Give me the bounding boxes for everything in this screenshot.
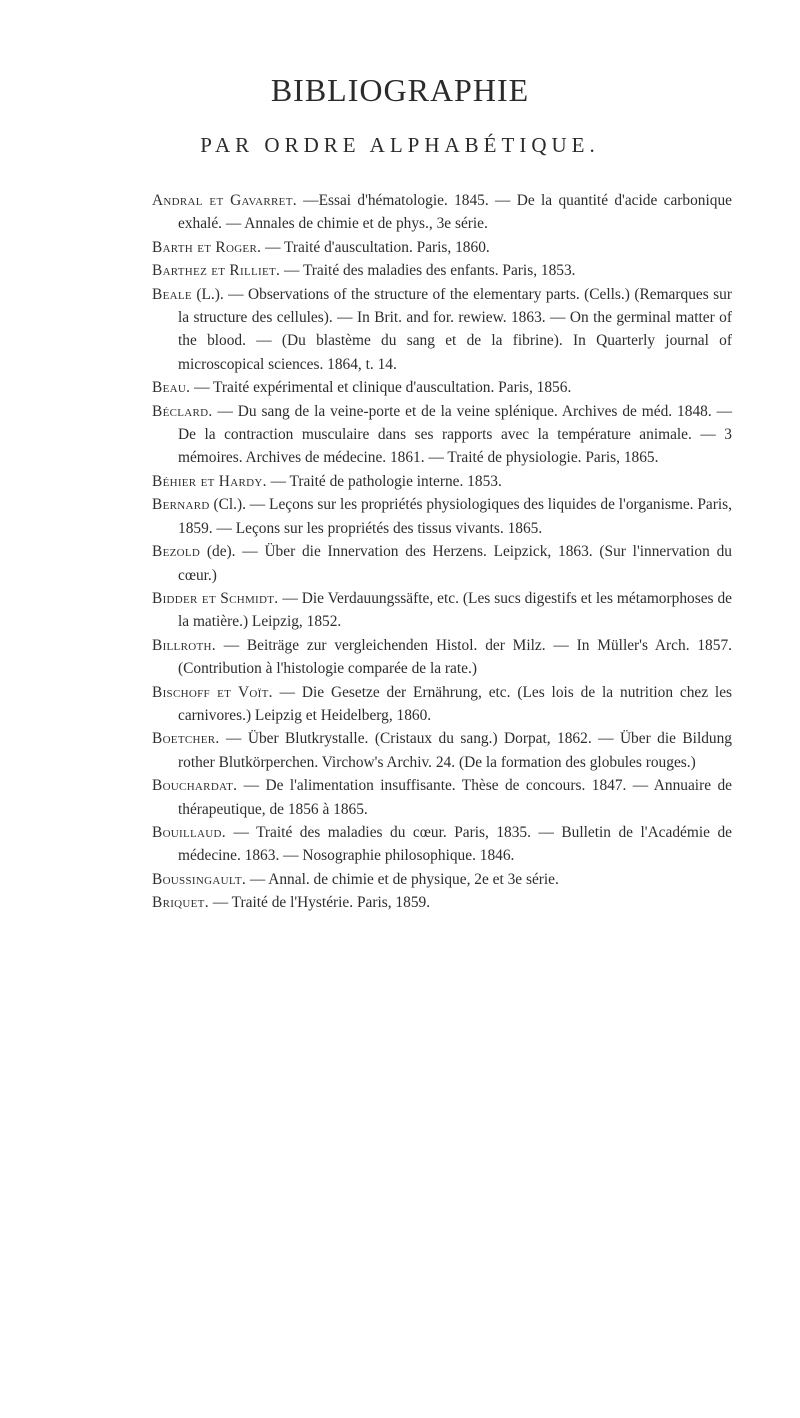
bibliography-entry	[152, 470, 732, 493]
entry-text: — Traité expérimental et clinique d'auscultation. Paris, 1856.	[190, 379, 572, 397]
bibliography-entry	[152, 868, 732, 891]
entry-author: Boetcher.	[152, 730, 220, 748]
entry-author: Boussingault.	[152, 870, 247, 888]
entry-author: Andral et Gavarret.	[152, 192, 297, 209]
page-subtitle: PAR ORDRE ALPHABÉTIQUE.	[200, 133, 600, 157]
entry-author: Billroth.	[152, 636, 216, 654]
entry-text: — Traité de pathologie interne. 1853.	[266, 472, 502, 490]
entry-author: Bezold	[152, 543, 201, 561]
bibliography-entry	[152, 540, 732, 587]
entry-text: — Annal. de chimie et de physique, 2e et 3e série.	[246, 870, 559, 888]
entry-author: Bouchardat.	[152, 777, 238, 795]
entry-author: Bouillaud.	[152, 823, 226, 841]
entry-text: — Traité de l'Hystérie. Paris, 1859.	[208, 894, 431, 912]
entry-text: — Die Verdauungssäfte, etc. (Les sucs digestifs et les métamorphoses de la matière.) Leipzig, 1852.	[178, 589, 733, 631]
entry-text: (L.). — Observations of the structure of the elementary parts. (Cells.) (Remarques sur la structure des cellules). — In Brit. and for. rewiew. 1863. — On the germinal matter of the blood. — (Du blastème du sang et de la fibrine). In Quarterly journal of microscopical sciences. 1864, t. 14.	[178, 285, 732, 373]
entry-author: Béclard.	[152, 402, 213, 420]
bibliography-entry	[152, 236, 732, 259]
entry-text: — Traité des maladies du cœur. Paris, 1835. — Bulletin de l'Académie de médecine. 1863. — Nosographie philosophique. 1846.	[178, 823, 732, 865]
bibliography-entry	[152, 259, 732, 282]
bibliography-entry	[152, 400, 732, 470]
bibliography-entry	[152, 189, 732, 236]
bibliography-entry	[152, 376, 732, 399]
entry-text: — Traité des maladies des enfants. Paris, 1853.	[280, 262, 576, 280]
entry-author: Barth et Roger.	[152, 238, 262, 256]
entry-author: Beale	[152, 285, 192, 303]
bibliography-entry	[152, 774, 732, 821]
entry-text: — De l'alimentation insuffisante. Thèse de concours. 1847. — Annuaire de thérapeutique, de 1856 à 1865.	[178, 777, 732, 818]
entry-text: (Cl.). — Leçons sur les propriétés physiologiques des liquides de l'organisme. Paris, 1859. — Leçons sur les propriétés des tissus vivants. 1865.	[178, 496, 732, 537]
bibliography-entry	[152, 634, 732, 681]
bibliography-entry	[152, 727, 732, 774]
page-title: BIBLIOGRAPHIE	[270, 72, 530, 108]
entry-text: —Essai d'hématologie. 1845. — De la quantité d'acide carbonique exhalé. — Annales de chimie et de phys., 3e série.	[178, 192, 732, 233]
bibliography-list	[152, 189, 732, 915]
bibliography-entry	[152, 283, 732, 377]
entry-text: — Beiträge zur vergleichenden Histol. der Milz. — In Müller's Arch. 1857. (Contribution à l'histologie comparée de la rate.)	[178, 636, 732, 678]
entry-text: — Über Blutkrystalle. (Cristaux du sang.) Dorpat, 1862. — Über die Bildung rother Blutkörperchen. Virchow's Archiv. 24. (De la formation des globules rouges.)	[178, 730, 732, 771]
bibliography-entry	[152, 891, 732, 914]
bibliography-entry	[152, 681, 732, 728]
entry-text: — Die Gesetze der Ernährung, etc. (Les lois de la nutrition chez les carnivores.) Leipzig et Heidelberg, 1860.	[178, 683, 733, 724]
entry-author: Bernard	[152, 496, 210, 514]
entry-author: Béhier et Hardy.	[152, 472, 267, 490]
entry-text: — Du sang de la veine-porte et de la veine splénique. Archives de méd. 1848. — De la contraction musculaire dans ses rapports avec la température animale. — 3 mémoires. Archives de médecine. 1861. — Traité de physiologie. Paris, 1865.	[178, 402, 732, 467]
entry-author: Beau.	[152, 379, 191, 397]
entry-author: Bischoff et Voït.	[152, 683, 273, 701]
entry-author: Bidder et Schmidt.	[152, 589, 279, 607]
bibliography-entry	[152, 587, 732, 634]
entry-text: — Traité d'auscultation. Paris, 1860.	[261, 238, 490, 256]
entry-author: Briquet.	[152, 894, 209, 912]
bibliography-entry	[152, 821, 732, 868]
bibliography-entry	[152, 493, 732, 540]
entry-text: (de). — Über die Innervation des Herzens. Leipzick, 1863. (Sur l'innervation du cœur.)	[178, 543, 732, 584]
entry-author: Barthez et Rilliet.	[152, 262, 281, 280]
